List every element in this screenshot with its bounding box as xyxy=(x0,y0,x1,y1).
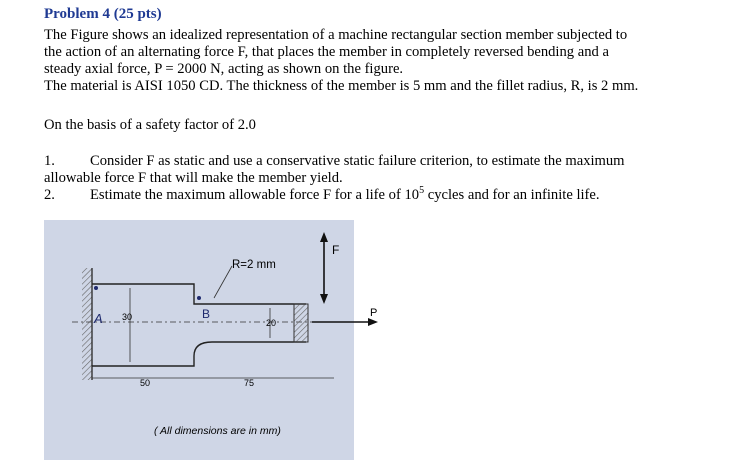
task-1-number: 1. xyxy=(44,153,55,169)
statement-line-2: the action of an alternating force F, that places the member in completely reversed bending and a xyxy=(44,44,609,60)
dim-75-label: 75 xyxy=(244,378,255,388)
point-a-marker xyxy=(94,286,98,290)
problem-title: Problem 4 (25 pts) xyxy=(44,6,162,22)
statement-line-4: The material is AISI 1050 CD. The thickness of the member is 5 mm and the fillet radius, R, is 2 mm. xyxy=(44,78,639,94)
task-1-text: Consider F as static and use a conservative static failure criterion, to estimate the maximum xyxy=(90,153,625,169)
safety-factor-line: On the basis of a safety factor of 2.0 xyxy=(44,117,256,133)
force-p-arrow xyxy=(368,318,378,326)
force-f-label: F xyxy=(332,243,340,257)
task-1-line-1 xyxy=(44,153,625,170)
statement-line-3: steady axial force, P = 2000 N, acting as shown on the figure. xyxy=(44,61,404,77)
dim-50-label: 50 xyxy=(140,378,151,388)
dim-30-label: 30 xyxy=(122,312,133,322)
dim-20-label: 20 xyxy=(266,318,277,328)
figure-caption: ( All dimensions are in mm) xyxy=(154,425,281,437)
point-b-marker xyxy=(197,296,201,300)
force-arrows xyxy=(290,228,390,368)
task-2-text-after: cycles and for an infinite life. xyxy=(424,187,600,203)
force-p-label: P xyxy=(370,307,378,319)
force-f-arrow-down xyxy=(320,294,328,304)
force-f-arrow-up xyxy=(320,232,328,242)
point-b-label: B xyxy=(202,307,211,321)
task-2-text-before: Estimate the maximum allowable force F for a life of 10 xyxy=(90,187,420,203)
task-1-line-2: allowable force F that will make the member yield. xyxy=(44,170,343,186)
task-2-line xyxy=(44,187,600,204)
statement-line-1: The Figure shows an idealized representation of a machine rectangular section member subjected to xyxy=(44,27,628,43)
fixed-wall xyxy=(82,268,92,380)
task-2-number: 2. xyxy=(44,187,55,203)
fillet-label: R=2 mm xyxy=(232,259,276,271)
point-a-label: A xyxy=(94,311,103,326)
task-2-exponent: 5 xyxy=(419,185,425,197)
